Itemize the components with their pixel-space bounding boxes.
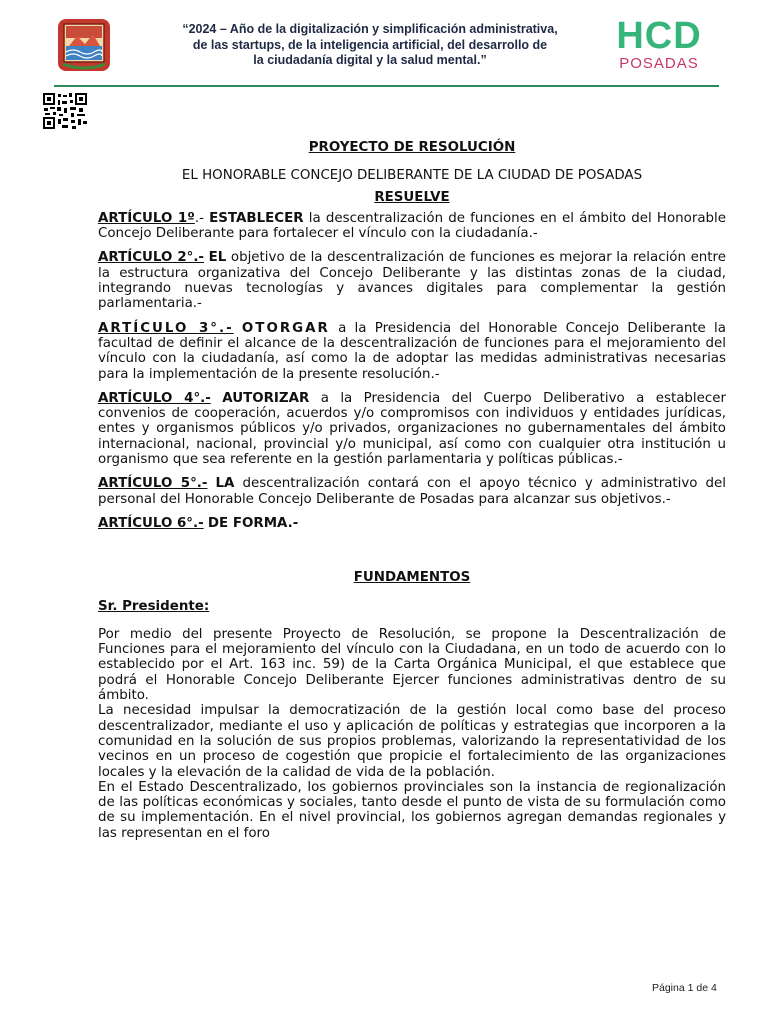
- qr-code-icon: [43, 93, 87, 129]
- document-subtitle: EL HONORABLE CONCEJO DELIBERANTE DE LA CIUDAD DE POSADAS: [181, 168, 643, 184]
- page-header: [0, 0, 768, 88]
- article-label: ARTÍCULO 4°.-: [98, 390, 211, 406]
- salutation: Sr. Presidente:: [98, 598, 210, 614]
- article-verb: LA: [215, 476, 235, 492]
- article-verb: DE FORMA.-: [207, 515, 299, 531]
- article-text: la descentralización de funciones en el ámbito del Honorable Concejo Deliberante para fortalecer el vínculo con la ciudadanía.-: [98, 210, 726, 242]
- article-6: [98, 516, 726, 531]
- fundamentos-heading: FUNDAMENTOS: [353, 570, 471, 586]
- municipal-shield-logo: [55, 16, 113, 74]
- article-label: ARTÍCULO 1º: [98, 210, 195, 226]
- logo-top-text: HCD: [616, 15, 702, 57]
- document-title: PROYECTO DE RESOLUCIÓN: [308, 140, 516, 155]
- article-3: [98, 321, 726, 382]
- article-verb: EL: [208, 250, 227, 266]
- article-label: ARTÍCULO 3°.-: [98, 320, 234, 336]
- header-divider: [54, 85, 719, 87]
- fundamentos-paragraph: Por medio del presente Proyecto de Resolución, se propone la Descentralización de Funciones para el mejoramiento del vínculo con la Ciudadana, en un todo de acuerdo con lo establecido por el Art. 163 inc. 59) de la Carta Orgánica Municipal, el que establece que podrá el Honorable Concejo Deliberante Ejercer funciones administrativas dentro de su ámbito.: [98, 626, 726, 704]
- hcd-posadas-logo: [604, 16, 714, 72]
- fundamentos-paragraph: La necesidad impulsar la democratización de la gestión local como base del proceso descentralizador, mediante el uso y aplicación de políticas y estrategias que incorporen a la comunidad en la solución de sus propios problemas, valorizando la representatividad de los vecinos en un proceso de cogestión que propicie el fortalecimiento de las organizaciones locales y la elevación de la calidad de vida de la población.: [98, 703, 726, 780]
- article-label: ARTÍCULO 6°.-: [98, 515, 204, 531]
- header-slogan: “2024 – Año de la digitalización y simplificación administrativa, de las startups, de la inteligencia artificial, del desarrollo de la ciudadanía digital y la salud mental.”: [182, 22, 558, 67]
- article-4: [98, 391, 726, 467]
- document-body: [98, 140, 726, 841]
- article-verb: OTORGAR: [241, 320, 330, 336]
- page-number: Página 1 de 4: [652, 982, 717, 994]
- article-verb: ESTABLECER: [209, 210, 304, 226]
- logo-bottom-text: POSADAS: [619, 55, 699, 72]
- article-verb: AUTORIZAR: [222, 390, 310, 406]
- article-text: descentralización contará con el apoyo técnico y administrativo del personal del Honorable Concejo Deliberante de Posadas para alcanzar sus objetivos.-: [98, 476, 727, 507]
- article-2: [98, 250, 726, 311]
- article-text: a la Presidencia del Cuerpo Deliberativo a establecer convenios de cooperación, acuerdos y/o compromisos con individuos y entidades jurídicas, entes y organismos públicos y/o privados, organizaciones no gubernamentales del ámbito internacional, nacional, provincial y/o municipal, así como con cualquier otra institución u organismo que sea referente en la gestión parlamentaria y políticas públicas.-: [98, 390, 726, 468]
- article-5: [98, 476, 726, 507]
- article-text: a la Presidencia del Honorable Concejo Deliberante la facultad de definir el alcance de la descentralización de funciones para el mejoramiento del vínculo con la ciudadanía, así como la de adoptar las medidas administrativas necesarias para la implementación de la presente resolución.-: [98, 320, 726, 382]
- article-label: ARTÍCULO 5°.-: [98, 476, 208, 492]
- resuelve-heading: RESUELVE: [374, 189, 450, 205]
- article-1: ARTÍCULO 1º.- ESTABLECER la descentralización de funciones en el ámbito del Honorable Concejo Deliberante para fortalecer el vínculo con la ciudadanía.-: [98, 210, 726, 242]
- article-text: objetivo de la descentralización de funciones es mejorar la relación entre la estructura organizativa del Concejo Deliberante y las distintas zonas de la ciudad, integrando nuevas tecnologías y avances digitales para complementar la gestión parlamentaria.-: [98, 250, 726, 312]
- article-label: ARTÍCULO 2°.-: [98, 250, 204, 266]
- fundamentos-paragraph: En el Estado Descentralizado, los gobiernos provinciales son la instancia de regionalización de las políticas económicas y sociales, tanto desde el punto de vista de su formulación como de su implementación. En el nivel provincial, los gobiernos agregan demandas regionales y las representan en el foro: [98, 779, 726, 841]
